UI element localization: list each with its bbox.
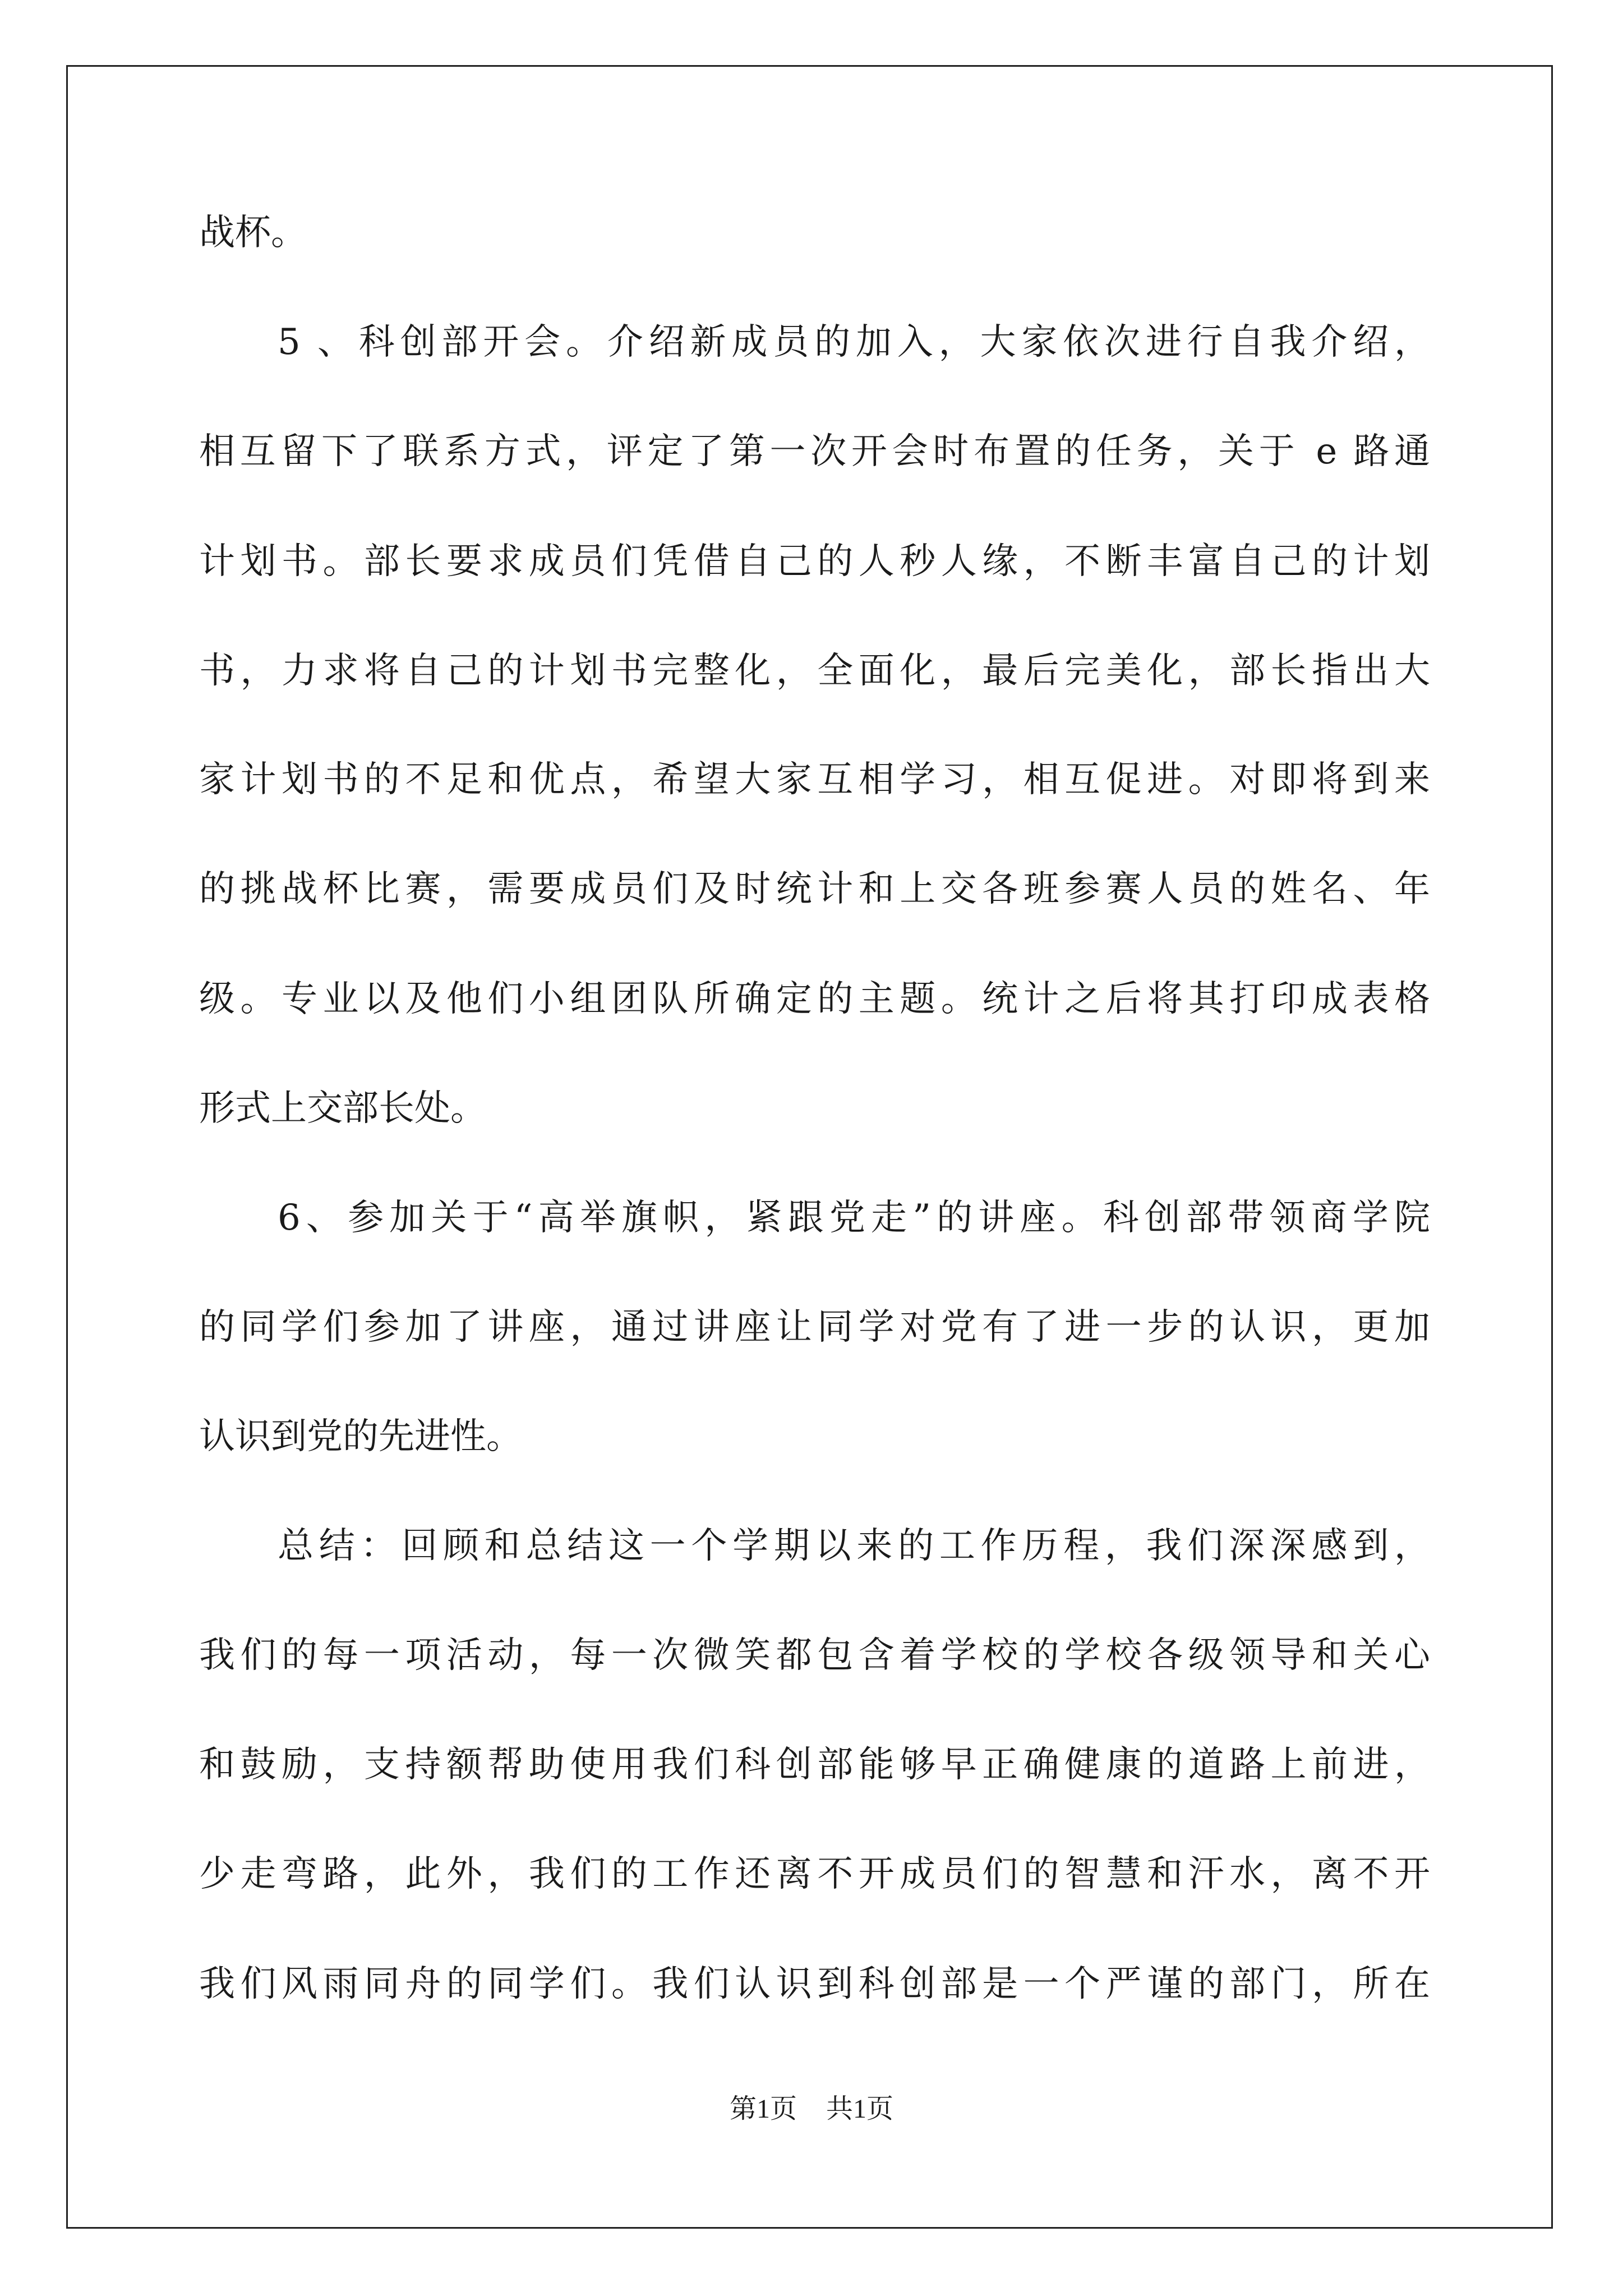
text-line: 级。专业以及他们小组团队所确定的主题。统计之后将其打印成表格 [199,978,1430,1020]
text-line: 的挑战杯比赛，需要成员们及时统计和上交各班参赛人员的姓名、年 [199,868,1430,910]
text-line: 战杯。 [199,212,307,254]
text-line: 我们风雨同舟的同学们。我们认识到科创部是一个严谨的部门，所在 [199,1963,1430,2005]
text-line: 书，力求将自己的计划书完整化，全面化，最后完美化，部长指出大 [199,650,1430,692]
page-number-current: 第1页 [729,2094,797,2124]
text-line: 相互留下了联系方式，评定了第一次开会时布置的任务，关于 e 路通 [199,431,1430,472]
text-line: 计划书。部长要求成员们凭借自己的人秒人缘，不断丰富自己的计划 [199,541,1430,582]
text-line: 5 、科创部开会。介绍新成员的加入，大家依次进行自我介绍， [278,321,1430,363]
text-line: 认识到党的先进性。 [199,1416,522,1457]
text-line: 总结：回顾和总结这一个学期以来的工作历程，我们深深感到， [278,1525,1430,1567]
page-border [66,65,1553,2229]
text-line: 少走弯路，此外，我们的工作还离不开成员们的智慧和汗水，离不开 [199,1853,1430,1895]
text-line: 形式上交部长处。 [199,1088,486,1129]
page-footer [0,2087,1623,2125]
page-number-total: 共1页 [826,2094,894,2124]
text-line: 和鼓励，支持额帮助使用我们科创部能够早正确健康的道路上前进， [199,1744,1430,1786]
text-line: 我们的每一项活动，每一次微笑都包含着学校的学校各级领导和关心 [199,1635,1430,1676]
text-line: 家计划书的不足和优点，希望大家互相学习，相互促进。对即将到来 [199,759,1430,800]
text-line: 的同学们参加了讲座，通过讲座让同学对党有了进一步的认识，更加 [199,1306,1430,1348]
text-line: 6、参加关于“高举旗帜，紧跟党走”的讲座。科创部带领商学院 [278,1197,1430,1239]
